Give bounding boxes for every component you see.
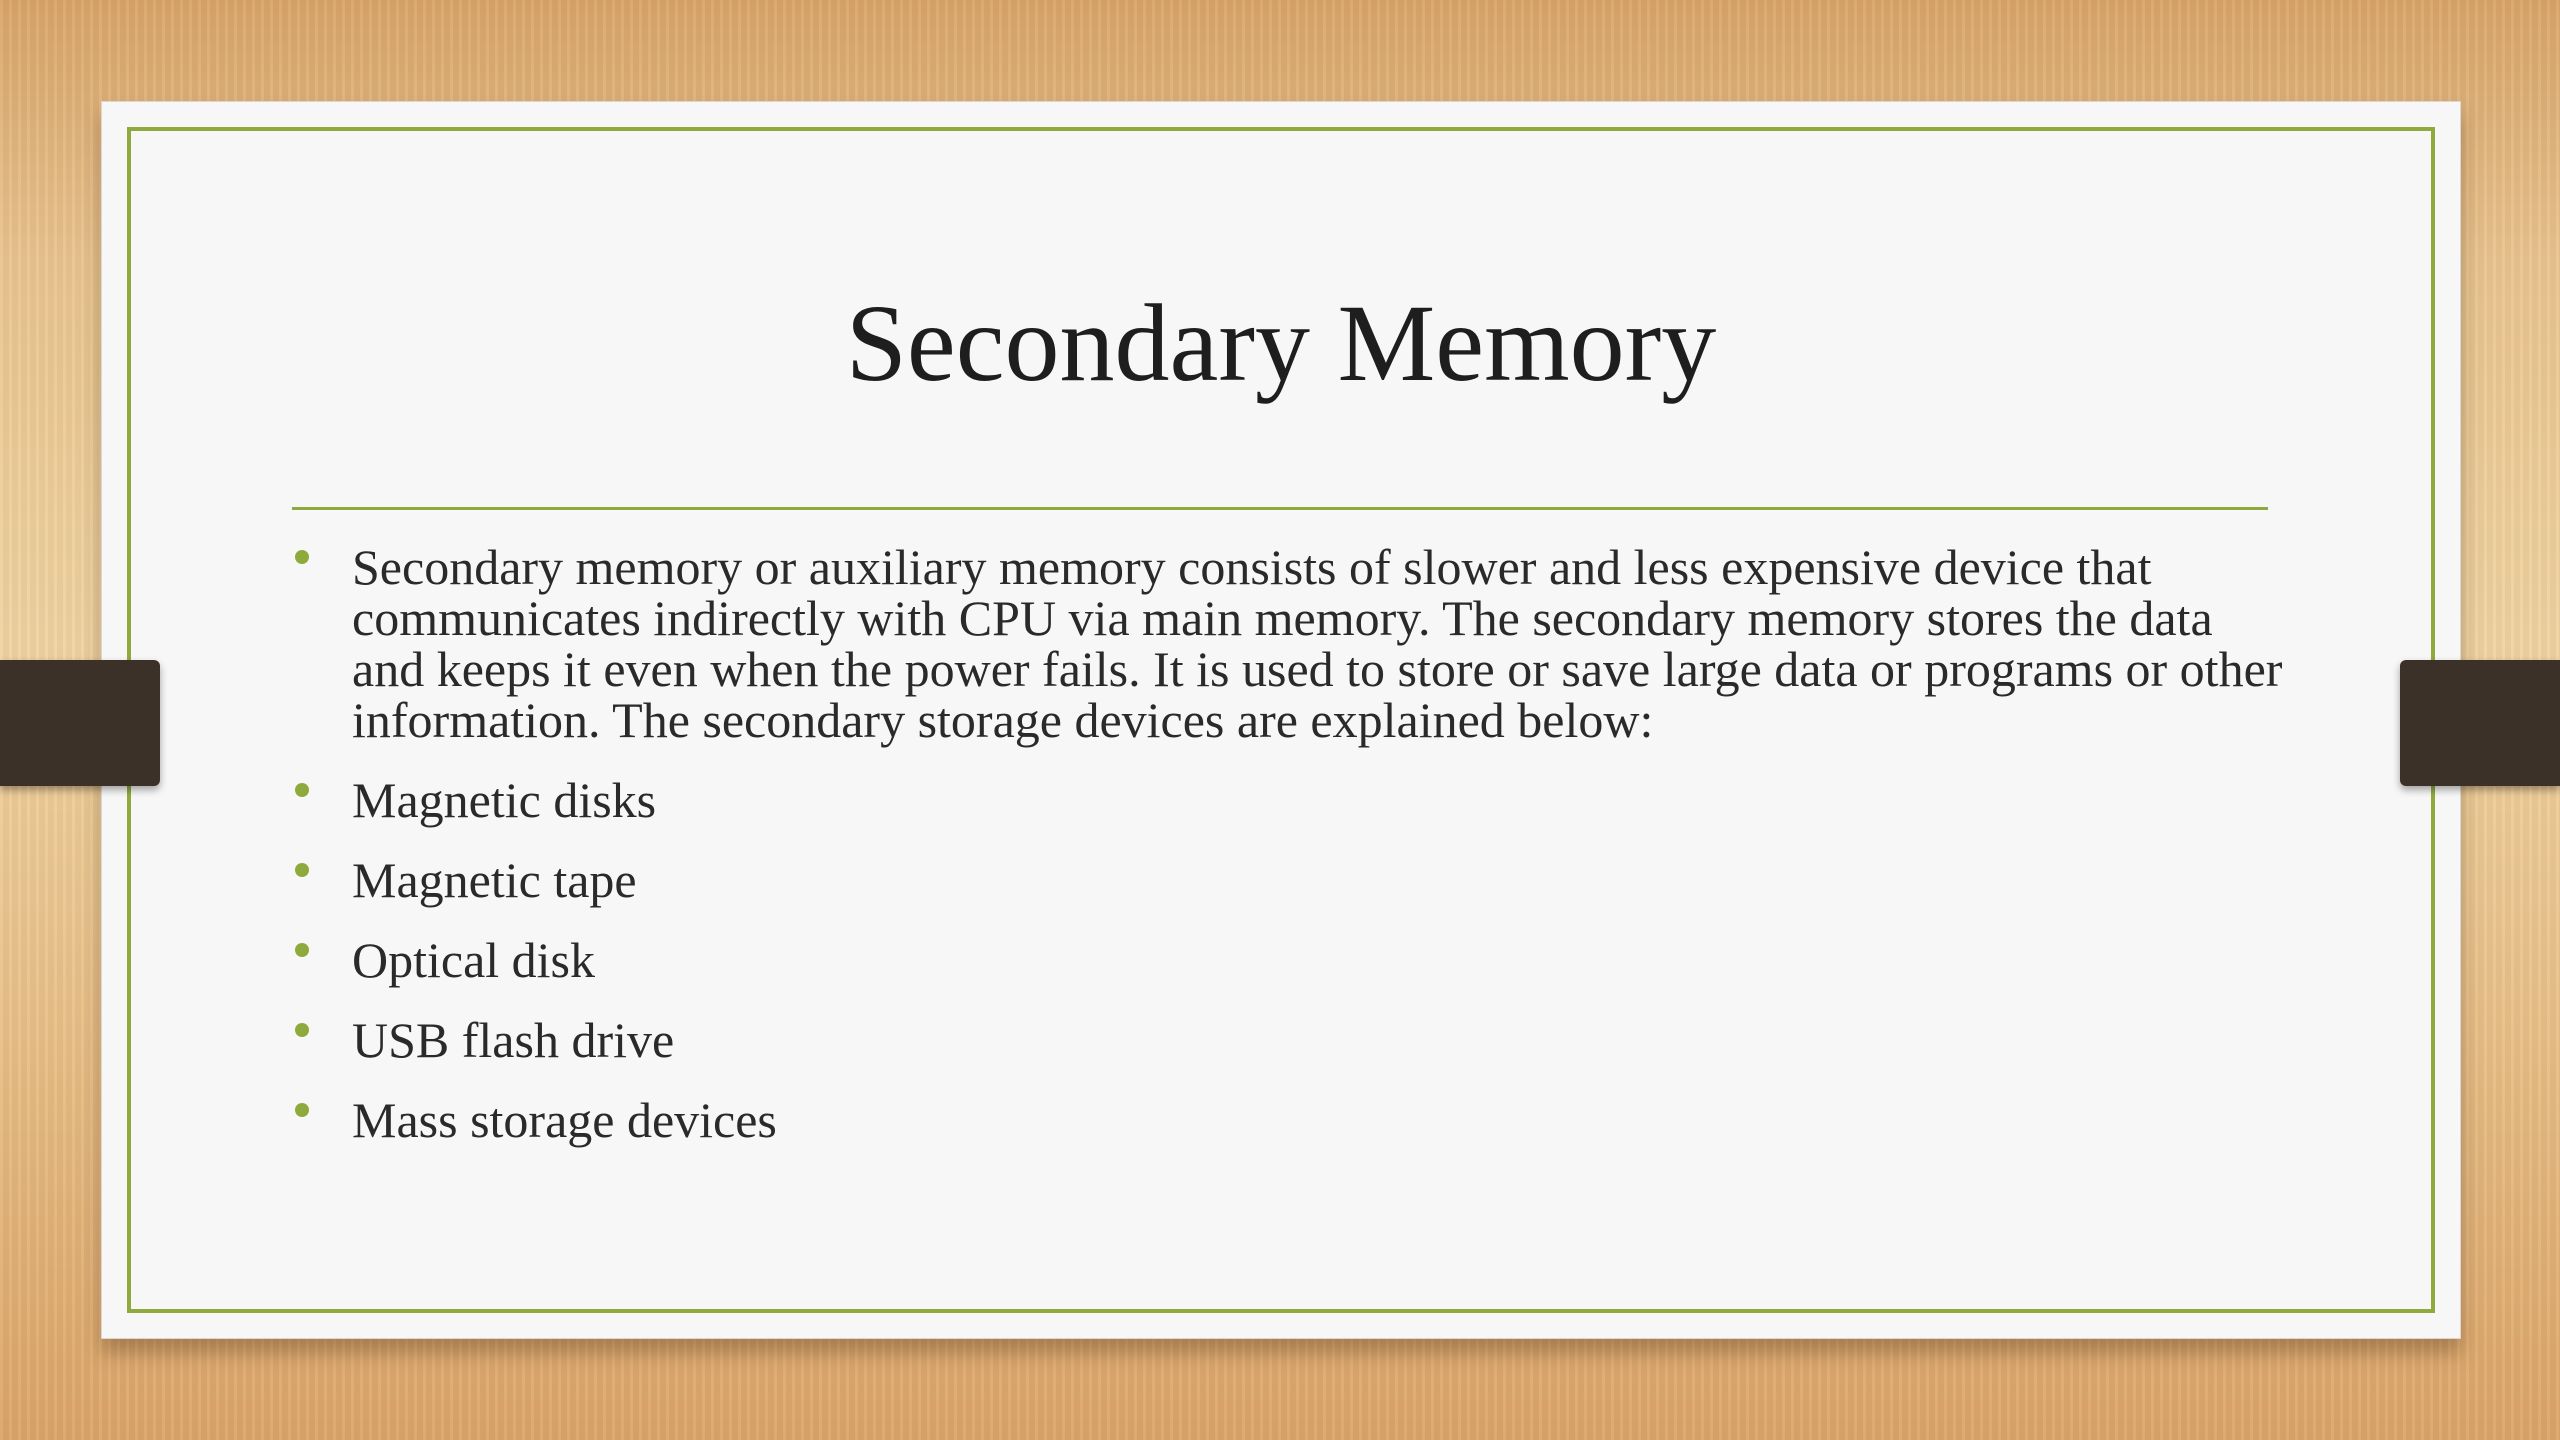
binder-clip-left: [0, 660, 160, 786]
bullet-item: [292, 772, 2292, 828]
bullet-item: [292, 1012, 2292, 1068]
bullet-dot-icon: [295, 1103, 309, 1117]
bullet-dot-icon: [295, 550, 309, 564]
title-divider: [292, 507, 2268, 510]
bullet-dot-icon: [295, 863, 309, 877]
bullet-item: [292, 1092, 2292, 1148]
binder-clip-right: [2400, 660, 2560, 786]
slide: [101, 101, 2461, 1339]
bullet-dot-icon: [295, 943, 309, 957]
bullet-text: USB flash drive: [352, 1012, 675, 1068]
bullet-list: [292, 539, 2292, 1175]
slide-title: Secondary Memory: [845, 282, 1717, 404]
bullet-item: [292, 539, 2292, 748]
bullet-text: Secondary memory or auxiliary memory consists of slower and less expensive device that communicates indirectly with CPU via main memory. The secondary memory stores the data and keeps it even when the power fails. It is used to store or save large data or programs or other information. The secondary storage devices are explained below:: [352, 539, 2283, 748]
bullet-text: Mass storage devices: [352, 1092, 777, 1148]
bullet-dot-icon: [295, 1023, 309, 1037]
bullet-item: [292, 932, 2292, 988]
bullet-item: [292, 852, 2292, 908]
bullet-text: Magnetic tape: [352, 852, 637, 908]
bullet-dot-icon: [295, 783, 309, 797]
bullet-text: Optical disk: [352, 932, 596, 988]
bullet-text: Magnetic disks: [352, 772, 657, 828]
